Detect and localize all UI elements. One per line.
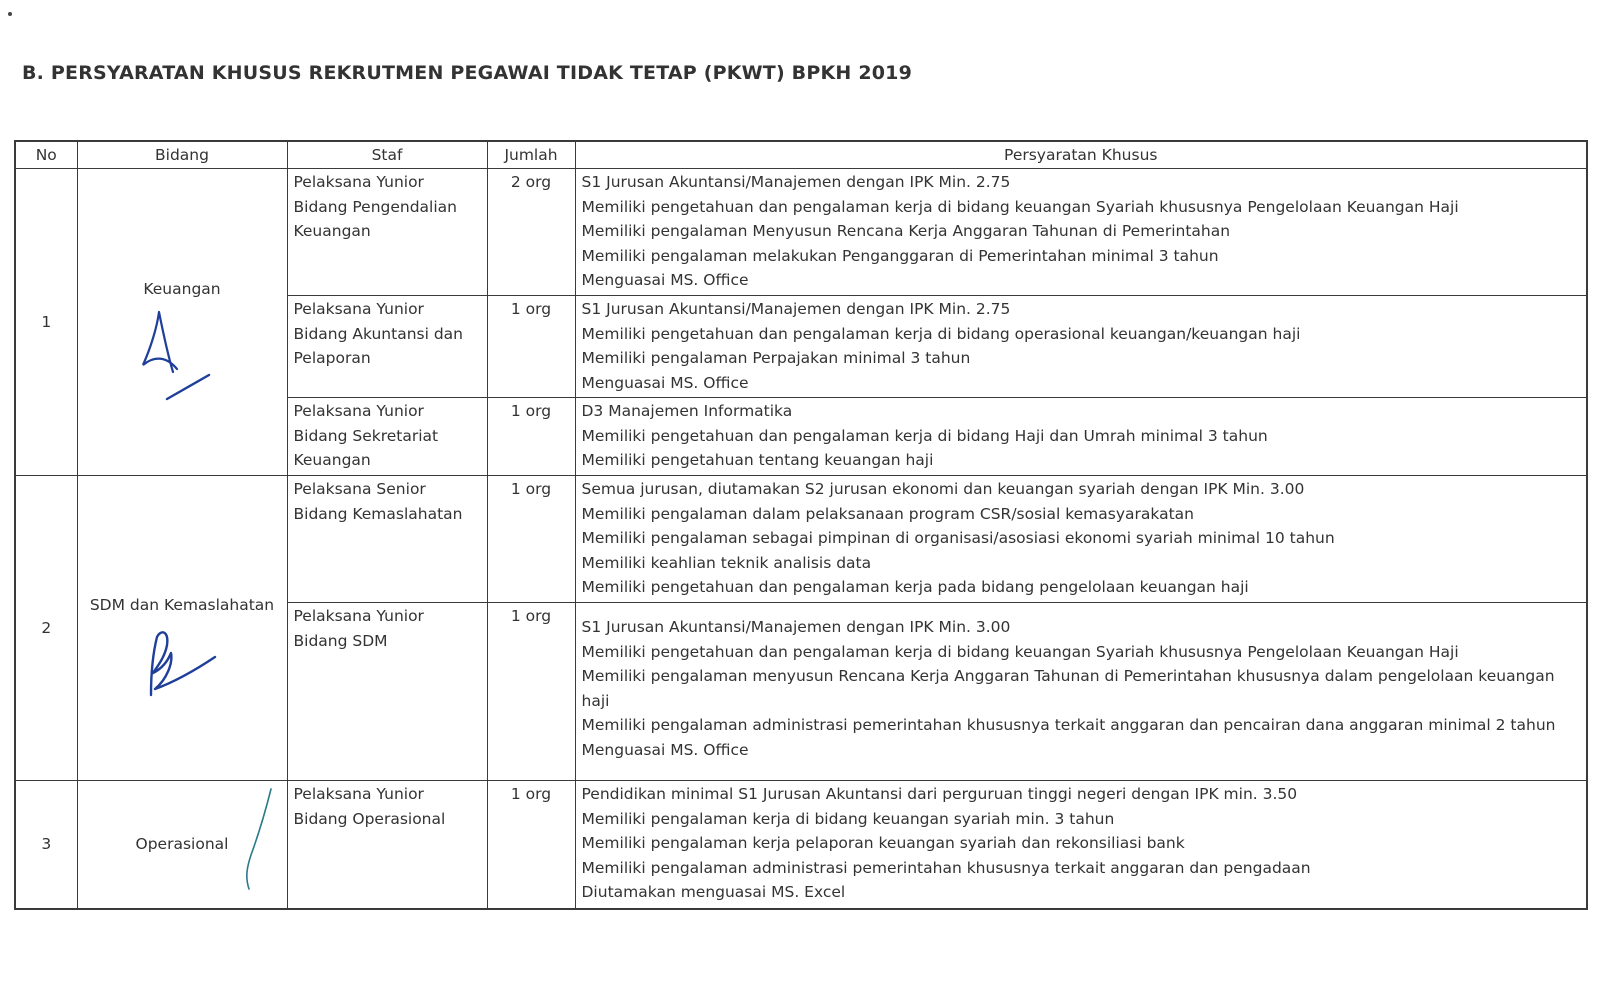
bidang-label: Operasional	[135, 835, 229, 853]
bidang-label: Keuangan	[143, 279, 221, 298]
header-bidang: Bidang	[77, 141, 287, 169]
signature-icon	[237, 785, 277, 903]
staf-cell: Pelaksana Yunior Bidang Operasional	[287, 781, 487, 909]
bidang-cell	[77, 476, 287, 781]
persyaratan-cell: S1 Jurusan Akuntansi/Manajemen dengan IPK Min. 3.00 Memiliki pengetahuan dan pengalaman kerja di bidang keuangan Syariah khususnya Pengelolaan Keuangan Haji Memiliki pengalaman menyusun Rencana Kerja Anggaran Tahunan di Pemerintahan khususnya dalam pengelolaan keuangan haji Memiliki pengalaman administrasi pemerintahan khususnya terkait anggaran dan pencairan dana anggaran minimal 2 tahun Menguasai MS. Office	[575, 603, 1587, 781]
row-number: 1	[15, 169, 77, 476]
bidang-label: SDM dan Kemaslahatan	[89, 595, 275, 614]
staf-cell: Pelaksana Yunior Bidang Akuntansi dan Pelaporan	[287, 296, 487, 398]
persyaratan-cell: S1 Jurusan Akuntansi/Manajemen dengan IPK Min. 2.75 Memiliki pengetahuan dan pengalaman kerja di bidang keuangan Syariah khususnya Pengelolaan Keuangan Haji Memiliki pengalaman Menyusun Rencana Kerja Anggaran Tahunan di Pemerintahan Memiliki pengalaman melakukan Penganggaran di Pemerintahan minimal 3 tahun Menguasai MS. Office	[575, 169, 1587, 296]
jumlah-cell: 1 org	[487, 781, 575, 909]
page-title: B. PERSYARATAN KHUSUS REKRUTMEN PEGAWAI TIDAK TETAP (PKWT) BPKH 2019	[22, 62, 912, 84]
header-row	[15, 141, 1587, 169]
header-staf: Staf	[287, 141, 487, 169]
table-row	[15, 781, 1587, 909]
bidang-cell	[77, 781, 287, 909]
staf-cell: Pelaksana Senior Bidang Kemaslahatan	[287, 476, 487, 603]
persyaratan-cell: D3 Manajemen Informatika Memiliki pengetahuan dan pengalaman kerja di bidang Haji dan Umrah minimal 3 tahun Memiliki pengetahuan tentang keuangan haji	[575, 398, 1587, 476]
staf-cell: Pelaksana Yunior Bidang Sekretariat Keuangan	[287, 398, 487, 476]
jumlah-cell: 1 org	[487, 476, 575, 603]
persyaratan-cell: S1 Jurusan Akuntansi/Manajemen dengan IPK Min. 2.75 Memiliki pengetahuan dan pengalaman kerja di bidang operasional keuangan/keuangan haji Memiliki pengalaman Perpajakan minimal 3 tahun Menguasai MS. Office	[575, 296, 1587, 398]
persyaratan-cell: Pendidikan minimal S1 Jurusan Akuntansi dari perguruan tinggi negeri dengan IPK min. 3.50 Memiliki pengalaman kerja di bidang keuangan syariah min. 3 tahun Memiliki pengalaman kerja pelaporan keuangan syariah dan rekonsiliasi bank Memiliki pengalaman administrasi pemerintahan khususnya terkait anggaran dan pengadaan Diutamakan menguasai MS. Excel	[575, 781, 1587, 909]
jumlah-cell: 1 org	[487, 603, 575, 781]
row-number: 2	[15, 476, 77, 781]
table-row	[15, 476, 1587, 603]
header-jumlah: Jumlah	[487, 141, 575, 169]
jumlah-cell: 1 org	[487, 296, 575, 398]
staf-cell: Pelaksana Yunior Bidang Pengendalian Keuangan	[287, 169, 487, 296]
signature-icon	[137, 307, 227, 407]
header-no: No	[15, 141, 77, 169]
bidang-cell	[77, 169, 287, 476]
staf-cell: Pelaksana Yunior Bidang SDM	[287, 603, 487, 781]
table-row	[15, 169, 1587, 296]
header-persyaratan: Persyaratan Khusus	[575, 141, 1587, 169]
jumlah-cell: 1 org	[487, 398, 575, 476]
row-number: 3	[15, 781, 77, 909]
signature-icon	[137, 623, 227, 703]
requirements-table	[14, 140, 1588, 910]
jumlah-cell: 2 org	[487, 169, 575, 296]
scan-dot	[8, 12, 12, 16]
persyaratan-cell: Semua jurusan, diutamakan S2 jurusan ekonomi dan keuangan syariah dengan IPK Min. 3.00 Memiliki pengalaman dalam pelaksanaan program CSR/sosial kemasyarakatan Memiliki pengalaman sebagai pimpinan di organisasi/asosiasi ekonomi syariah minimal 10 tahun Memiliki keahlian teknik analisis data Memiliki pengetahuan dan pengalaman kerja pada bidang pengelolaan keuangan haji	[575, 476, 1587, 603]
